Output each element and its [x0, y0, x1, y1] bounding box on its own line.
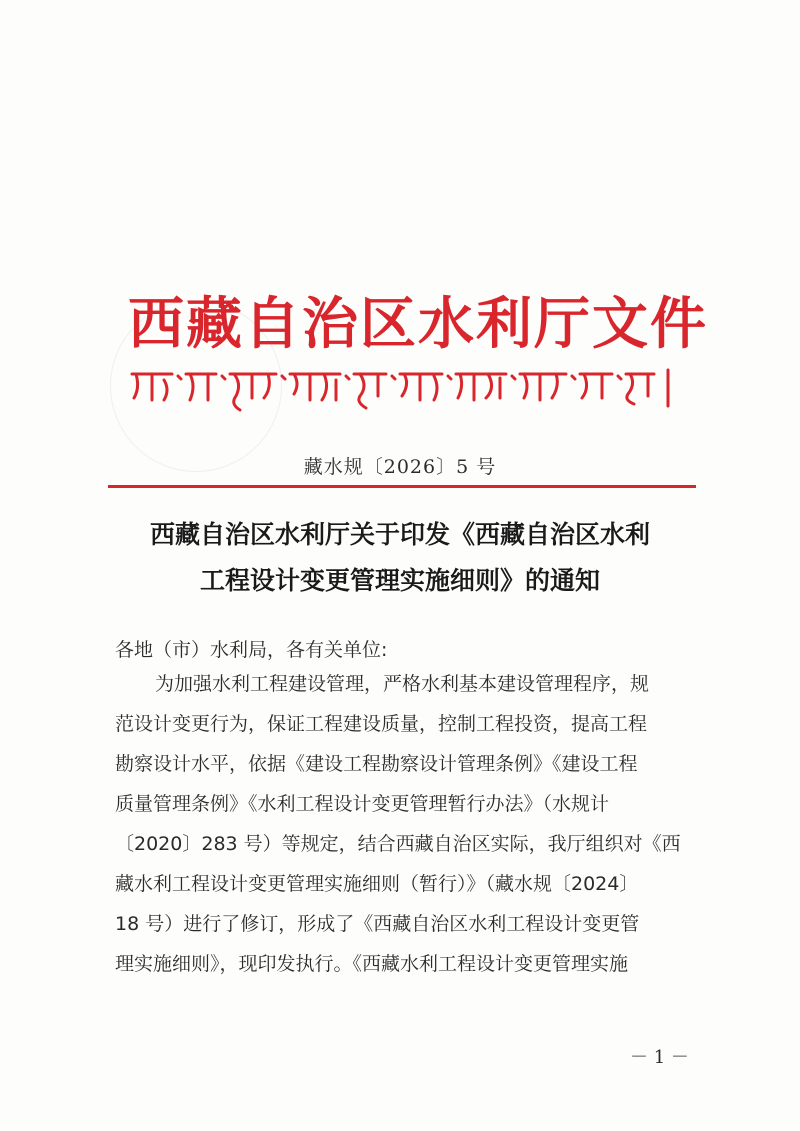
body-paragraph — [115, 664, 710, 984]
body-line: 〔2020〕283 号）等规定，结合西藏自治区实际，我厅组织对《西 — [115, 833, 681, 855]
red-divider-line — [108, 485, 696, 488]
tibetan-script-graphic — [124, 360, 684, 420]
salutation: 各地（市）水利局，各有关单位: — [115, 639, 388, 661]
document-number: 藏水规〔2026〕5 号 — [303, 456, 497, 478]
agency-header-title: 西藏自治区水利厅文件 — [128, 291, 708, 357]
body-line: 藏水利工程设计变更管理实施细则（暂行）》（藏水规〔2024〕 — [115, 873, 639, 895]
body-line: 勘察设计水平，依据《建设工程勘察设计管理条例》《建设工程 — [115, 753, 638, 775]
notice-title-line-2: 工程设计变更管理实施细则》的通知 — [199, 566, 600, 595]
body-line: 18 号）进行了修订，形成了《西藏自治区水利工程设计变更管 — [115, 913, 640, 935]
body-line: 理实施细则》，现印发执行。《西藏水利工程设计变更管理实施 — [115, 953, 629, 975]
body-line: 范设计变更行为，保证工程建设质量，控制工程投资，提高工程 — [115, 713, 648, 735]
body-line: 为加强水利工程建设管理，严格水利基本建设管理程序，规 — [155, 673, 650, 695]
page-number: － 1 － — [630, 1047, 689, 1068]
notice-title — [100, 512, 700, 604]
body-line: 质量管理条例》《水利工程设计变更管理暂行办法》（水规计 — [115, 793, 610, 815]
tibetan-header-title — [124, 360, 684, 420]
notice-title-line-1: 西藏自治区水利厅关于印发《西藏自治区水利 — [149, 520, 650, 549]
